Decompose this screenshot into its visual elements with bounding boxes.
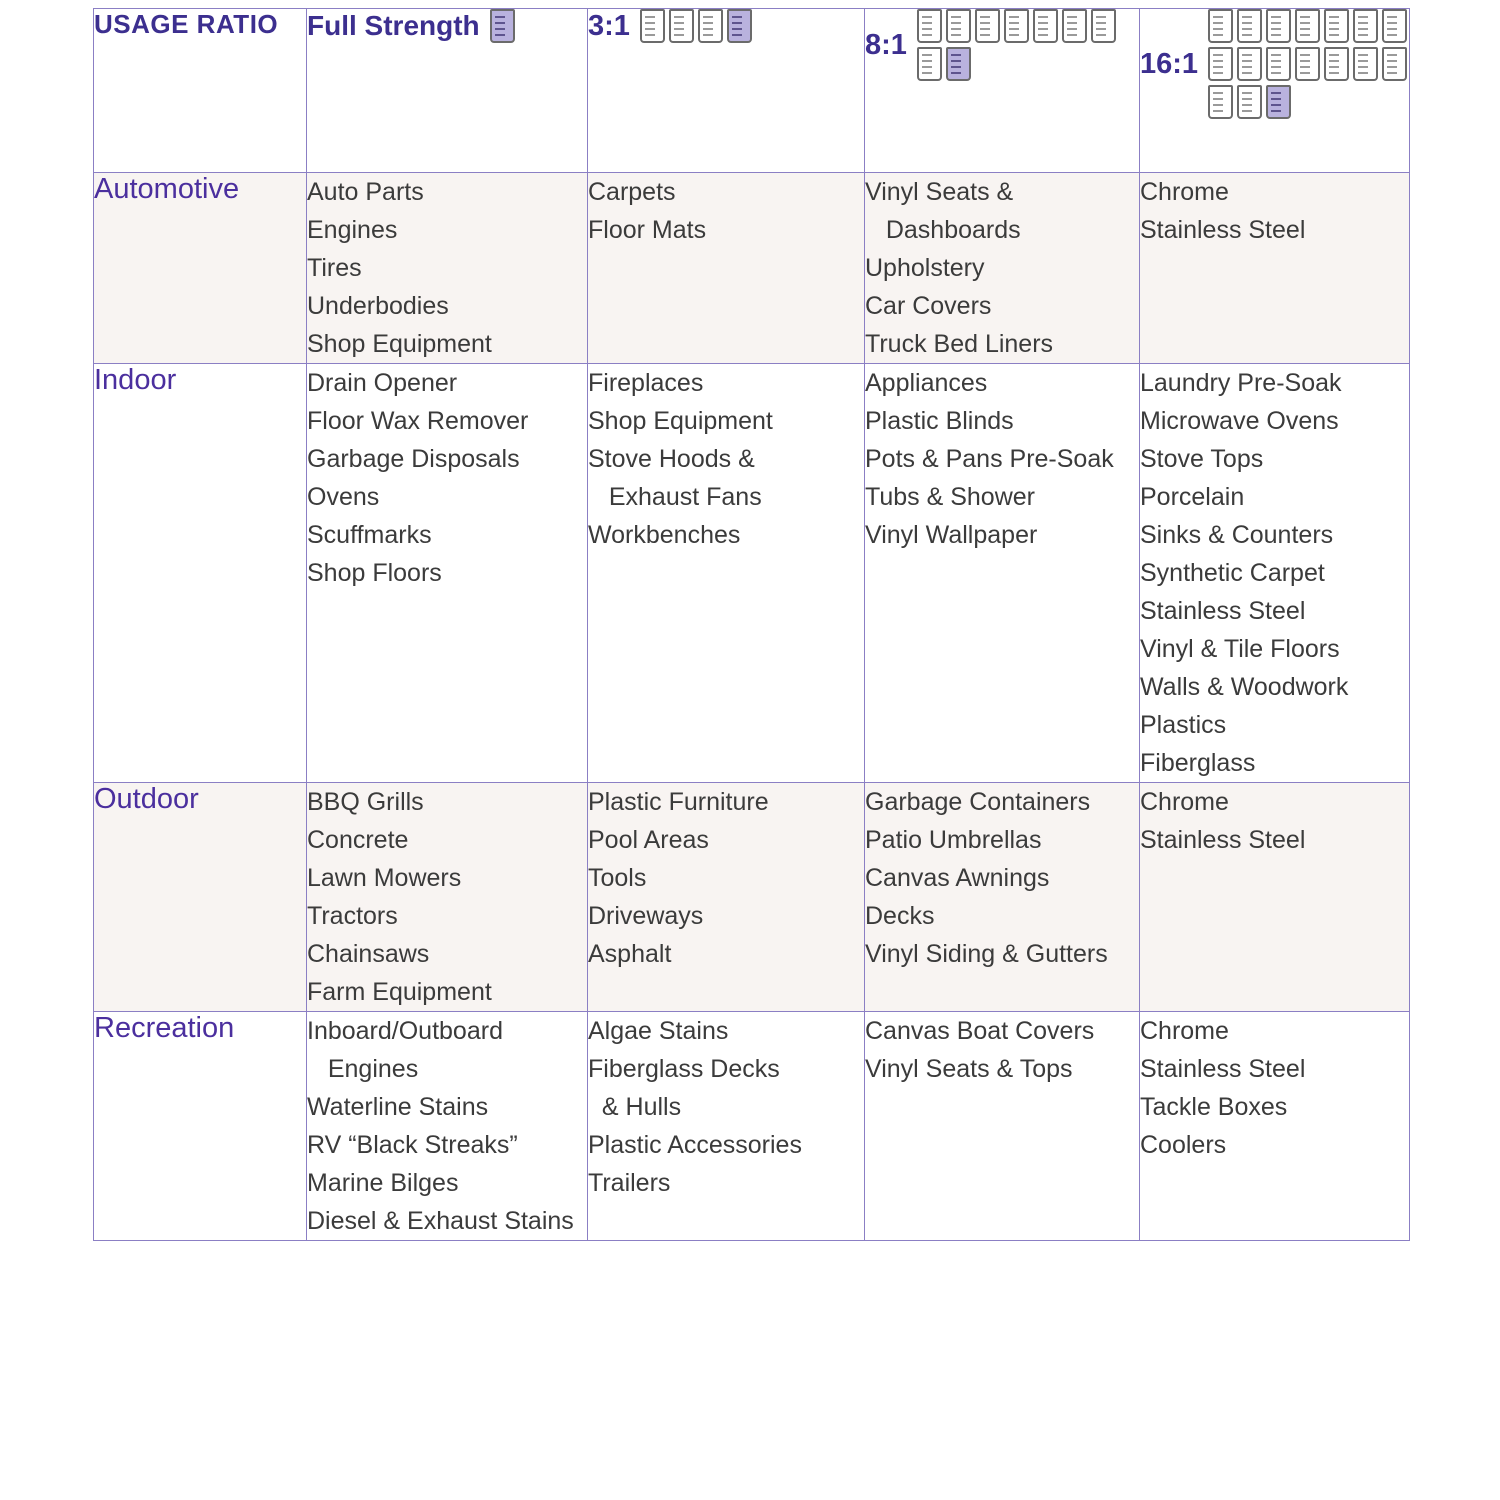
list-item: Vinyl Seats & Tops (865, 1055, 1073, 1083)
list-item: Vinyl Seats & (865, 178, 1014, 206)
list-item: Fiberglass Decks (588, 1055, 780, 1083)
list-item: Car Covers (865, 292, 992, 320)
beaker-icon (1237, 9, 1262, 43)
beaker-icon (946, 9, 971, 43)
beaker-icon (1033, 9, 1058, 43)
list-item: Stainless Steel (1140, 597, 1306, 625)
list-item: Canvas Awnings (865, 864, 1050, 892)
beaker-icon (1295, 9, 1320, 43)
usage-ratio-table (93, 8, 1410, 1241)
list-item: Workbenches (588, 521, 741, 549)
header-ratio-8-1 (865, 9, 1140, 173)
list-item: Engines (307, 1055, 419, 1083)
list-item: Sinks & Counters (1140, 521, 1334, 549)
beaker-icon (1353, 9, 1378, 43)
beaker-icon (1324, 9, 1349, 43)
category-label: Indoor (94, 364, 177, 396)
category-label: Outdoor (94, 783, 199, 815)
cell-automotive-3-1 (588, 173, 865, 364)
beaker-icon (917, 9, 942, 43)
ratio-label-3: 16:1 (1140, 47, 1199, 80)
header-ratio-3-1 (588, 9, 865, 173)
cell-outdoor-3-1 (588, 783, 865, 1012)
beaker-icon (975, 9, 1000, 43)
cell-indoor-full-strength (307, 364, 588, 783)
beaker-icon (1004, 9, 1029, 43)
list-item: Carpets (588, 178, 676, 206)
beaker-icon (1295, 47, 1320, 81)
list-item: Porcelain (1140, 483, 1245, 511)
list-item: Engines (307, 216, 398, 244)
list-item: Chainsaws (307, 940, 430, 968)
category-label: Recreation (94, 1012, 235, 1044)
cell-outdoor-8-1 (865, 783, 1140, 1012)
beaker-icon (727, 9, 752, 43)
cell-indoor-3-1 (588, 364, 865, 783)
list-item: Decks (865, 902, 935, 930)
list-item: Underbodies (307, 292, 449, 320)
list-item: Dashboards (865, 216, 1021, 244)
category-cell (94, 1012, 307, 1241)
list-item: Stainless Steel (1140, 216, 1306, 244)
beaker-icon (698, 9, 723, 43)
category-cell (94, 783, 307, 1012)
beaker-icon (1208, 9, 1233, 43)
beaker-icon (1208, 47, 1233, 81)
beaker-icon (1208, 85, 1233, 119)
list-item: Vinyl Siding & Gutters (865, 940, 1108, 968)
list-item: Tubs & Shower (865, 483, 1035, 511)
beaker-icon (946, 47, 971, 81)
list-item: Diesel & Exhaust Stains (307, 1207, 574, 1235)
table-row (94, 783, 1410, 1012)
list-item: Truck Bed Liners (865, 330, 1054, 358)
list-item: Plastic Blinds (865, 407, 1014, 435)
beaker-group-2 (917, 9, 1117, 81)
list-item: Inboard/Outboard (307, 1017, 503, 1045)
list-item: Microwave Ovens (1140, 407, 1339, 435)
beaker-icon (1382, 47, 1407, 81)
ratio-label-0: Full Strength (307, 10, 480, 41)
beaker-icon (1237, 47, 1262, 81)
list-item: Stainless Steel (1140, 1055, 1306, 1083)
table-row (94, 364, 1410, 783)
list-item: Concrete (307, 826, 409, 854)
list-item: Stainless Steel (1140, 826, 1306, 854)
list-item: Patio Umbrellas (865, 826, 1042, 854)
cell-automotive-full-strength (307, 173, 588, 364)
list-item: Tools (588, 864, 647, 892)
list-item: & Hulls (588, 1093, 682, 1121)
beaker-icon (1266, 9, 1291, 43)
beaker-icon (1062, 9, 1087, 43)
list-item: Floor Mats (588, 216, 707, 244)
page-title: USAGE RATIO (94, 9, 279, 39)
cell-recreation-3-1 (588, 1012, 865, 1241)
list-item: Lawn Mowers (307, 864, 462, 892)
header-usage-ratio (94, 9, 307, 173)
list-item: Plastic Accessories (588, 1131, 802, 1159)
beaker-icon (917, 47, 942, 81)
list-item: Auto Parts (307, 178, 424, 206)
list-item: Tackle Boxes (1140, 1093, 1288, 1121)
beaker-icon (640, 9, 665, 43)
list-item: Algae Stains (588, 1017, 729, 1045)
list-item: Garbage Disposals (307, 445, 520, 473)
list-item: Shop Floors (307, 559, 442, 587)
cell-recreation-full-strength (307, 1012, 588, 1241)
list-item: Pool Areas (588, 826, 709, 854)
list-item: Waterline Stains (307, 1093, 489, 1121)
list-item: Farm Equipment (307, 978, 492, 1006)
list-item: Drain Opener (307, 369, 458, 397)
list-item: Ovens (307, 483, 380, 511)
beaker-group-3 (1208, 9, 1408, 119)
list-item: Vinyl & Tile Floors (1140, 635, 1340, 663)
beaker-icon (1266, 85, 1291, 119)
beaker-icon (669, 9, 694, 43)
list-item: Asphalt (588, 940, 672, 968)
cell-recreation-16-1 (1140, 1012, 1410, 1241)
list-item: Scuffmarks (307, 521, 432, 549)
list-item: Chrome (1140, 1017, 1229, 1045)
list-item: Laundry Pre-Soak (1140, 369, 1342, 397)
table-row (94, 173, 1410, 364)
list-item: Plastics (1140, 711, 1227, 739)
list-item: Stove Tops (1140, 445, 1264, 473)
list-item: Stove Hoods & (588, 445, 755, 473)
category-cell (94, 173, 307, 364)
beaker-icon (1091, 9, 1116, 43)
list-item: Plastic Furniture (588, 788, 769, 816)
category-cell (94, 364, 307, 783)
ratio-label-2: 8:1 (865, 28, 907, 61)
list-item: Fireplaces (588, 369, 704, 397)
table-body (94, 9, 1410, 1241)
cell-outdoor-16-1 (1140, 783, 1410, 1012)
table-row (94, 1012, 1410, 1241)
cell-automotive-8-1 (865, 173, 1140, 364)
list-item: Floor Wax Remover (307, 407, 529, 435)
category-label: Automotive (94, 173, 240, 205)
list-item: Appliances (865, 369, 988, 397)
cell-indoor-8-1 (865, 364, 1140, 783)
list-item: Vinyl Wallpaper (865, 521, 1038, 549)
beaker-icon (1266, 47, 1291, 81)
list-item: Pots & Pans Pre-Soak (865, 445, 1114, 473)
cell-automotive-16-1 (1140, 173, 1410, 364)
list-item: Fiberglass (1140, 749, 1256, 777)
list-item: Chrome (1140, 788, 1229, 816)
beaker-icon (1237, 85, 1262, 119)
list-item: Tractors (307, 902, 398, 930)
list-item: Garbage Containers (865, 788, 1091, 816)
cell-recreation-8-1 (865, 1012, 1140, 1241)
beaker-icon (490, 9, 515, 43)
beaker-icon (1353, 47, 1378, 81)
beaker-icon (1382, 9, 1407, 43)
list-item: Canvas Boat Covers (865, 1017, 1095, 1045)
list-item: Driveways (588, 902, 704, 930)
list-item: Marine Bilges (307, 1169, 459, 1197)
cell-outdoor-full-strength (307, 783, 588, 1012)
beaker-icon (1324, 47, 1349, 81)
list-item: RV “Black Streaks” (307, 1131, 518, 1159)
list-item: Exhaust Fans (588, 483, 762, 511)
list-item: Upholstery (865, 254, 985, 282)
list-item: Tires (307, 254, 362, 282)
list-item: Shop Equipment (307, 330, 492, 358)
ratio-label-1: 3:1 (588, 9, 630, 42)
header-ratio-16-1 (1140, 9, 1410, 173)
list-item: Shop Equipment (588, 407, 773, 435)
list-item: Synthetic Carpet (1140, 559, 1325, 587)
beaker-group-0 (490, 9, 515, 43)
list-item: Chrome (1140, 178, 1229, 206)
list-item: Walls & Woodwork (1140, 673, 1349, 701)
table-header-row (94, 9, 1410, 173)
list-item: Trailers (588, 1169, 671, 1197)
cell-indoor-16-1 (1140, 364, 1410, 783)
list-item: BBQ Grills (307, 788, 424, 816)
beaker-group-1 (640, 9, 752, 43)
list-item: Coolers (1140, 1131, 1227, 1159)
header-ratio-full-strength (307, 9, 588, 173)
